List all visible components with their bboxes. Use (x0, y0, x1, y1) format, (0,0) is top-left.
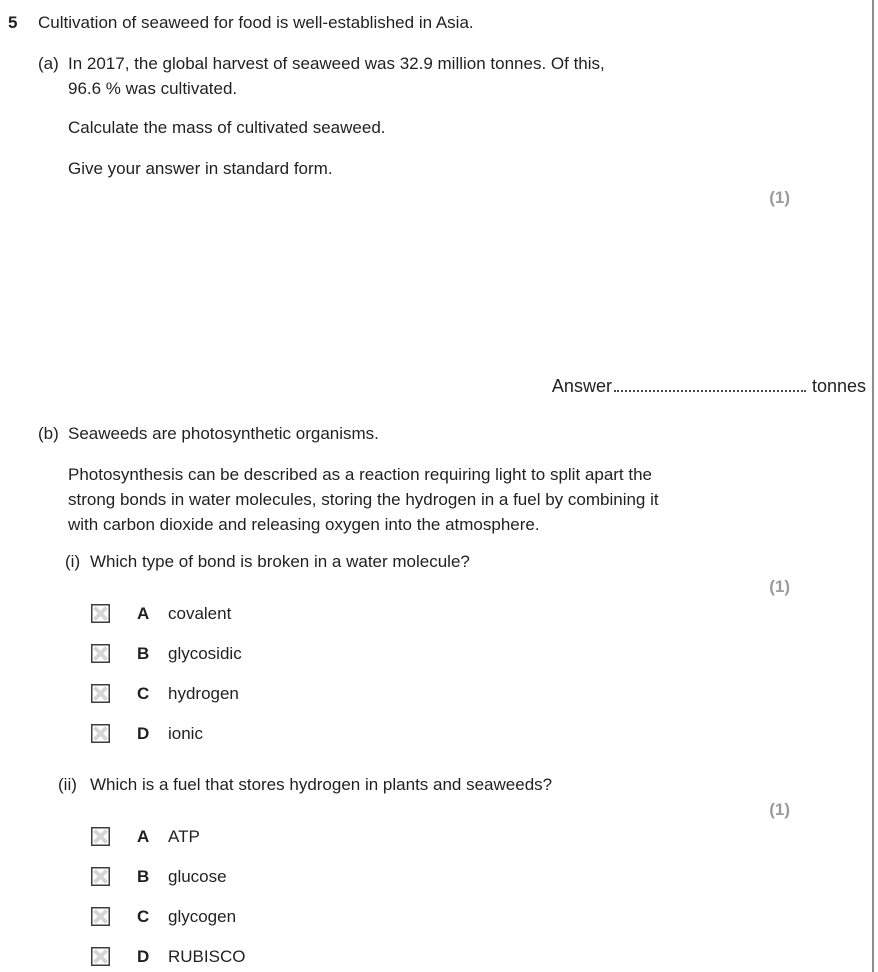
option-text: ionic (168, 724, 203, 743)
option-row-glycogen (91, 904, 878, 929)
option-text: RUBISCO (168, 947, 246, 966)
option-letter: B (137, 867, 150, 886)
subpart-b-ii-marks-badge: (1) (769, 800, 790, 819)
option-text: glucose (168, 867, 227, 886)
option-row-hydrogen (91, 681, 878, 706)
option-row-glucose (91, 864, 878, 889)
option-letter: D (137, 724, 150, 743)
question-number: 5 (8, 13, 18, 32)
option-letter: C (137, 907, 150, 926)
part-b-body (68, 421, 878, 537)
checkbox-icon-option-a[interactable] (91, 604, 110, 623)
option-letter: B (137, 644, 150, 663)
subpart-b-ii-label: (ii) (58, 775, 77, 794)
option-text: covalent (168, 604, 232, 623)
subpart-b-i (65, 549, 878, 574)
part-b-label: (b) (38, 424, 59, 443)
part-a-text-line-1: In 2017, the global harvest of seaweed was 32.9 million tonnes. Of this, (68, 54, 605, 73)
checkbox-icon-option-b[interactable] (91, 867, 110, 886)
part-a-marks-badge: (1) (769, 188, 790, 207)
checkbox-icon-option-c[interactable] (91, 684, 110, 703)
part-a (38, 51, 878, 181)
option-text: hydrogen (168, 684, 239, 703)
subpart-b-ii (58, 772, 878, 797)
options-b-i (0, 601, 878, 746)
part-b-description-line-2: strong bonds in water molecules, storing the hydrogen in a fuel by combining it (68, 490, 659, 509)
answer-unit-label: tonnes (811, 376, 866, 396)
answer-row (0, 374, 878, 399)
part-b-description-line-3: with carbon dioxide and releasing oxygen into the atmosphere. (68, 515, 540, 534)
checkbox-icon-option-c[interactable] (91, 907, 110, 926)
option-letter: D (137, 947, 150, 966)
checkbox-icon-option-d[interactable] (91, 724, 110, 743)
option-letter: C (137, 684, 150, 703)
option-row-ionic (91, 721, 878, 746)
option-row-covalent (91, 601, 878, 626)
answer-label: Answer (551, 376, 612, 396)
checkbox-icon-option-a[interactable] (91, 827, 110, 846)
part-b-stem: Seaweeds are photosynthetic organisms. (68, 424, 379, 443)
question-stem: Cultivation of seaweed for food is well-established in Asia. (38, 13, 474, 32)
option-row-rubisco (91, 944, 878, 969)
part-a-body (68, 51, 878, 181)
checkbox-icon-option-d[interactable] (91, 947, 110, 966)
part-b-description-line-1: Photosynthesis can be described as a reaction requiring light to split apart the (68, 465, 653, 484)
option-text: glycosidic (168, 644, 242, 663)
subpart-b-i-label: (i) (65, 552, 81, 571)
part-a-instruction-2: Give your answer in standard form. (68, 159, 333, 178)
subpart-b-ii-question: Which is a fuel that stores hydrogen in plants and seaweeds? (90, 775, 553, 794)
subpart-b-i-question: Which type of bond is broken in a water molecule? (90, 552, 470, 571)
part-a-label: (a) (38, 54, 59, 73)
part-a-instruction-1: Calculate the mass of cultivated seaweed. (68, 118, 386, 137)
checkbox-icon-option-b[interactable] (91, 644, 110, 663)
part-b (38, 421, 878, 537)
question-5-header (8, 10, 878, 35)
option-letter: A (137, 604, 150, 623)
subpart-b-i-marks-badge: (1) (769, 577, 790, 596)
option-text: ATP (168, 827, 200, 846)
option-row-glycosidic (91, 641, 878, 666)
answer-dotted-line[interactable] (614, 377, 806, 392)
option-row-atp (91, 824, 878, 849)
options-b-ii (0, 824, 878, 969)
option-text: glycogen (168, 907, 237, 926)
page-right-edge-line (872, 0, 874, 972)
option-letter: A (137, 827, 150, 846)
part-a-text-line-2: 96.6 % was cultivated. (68, 79, 238, 98)
